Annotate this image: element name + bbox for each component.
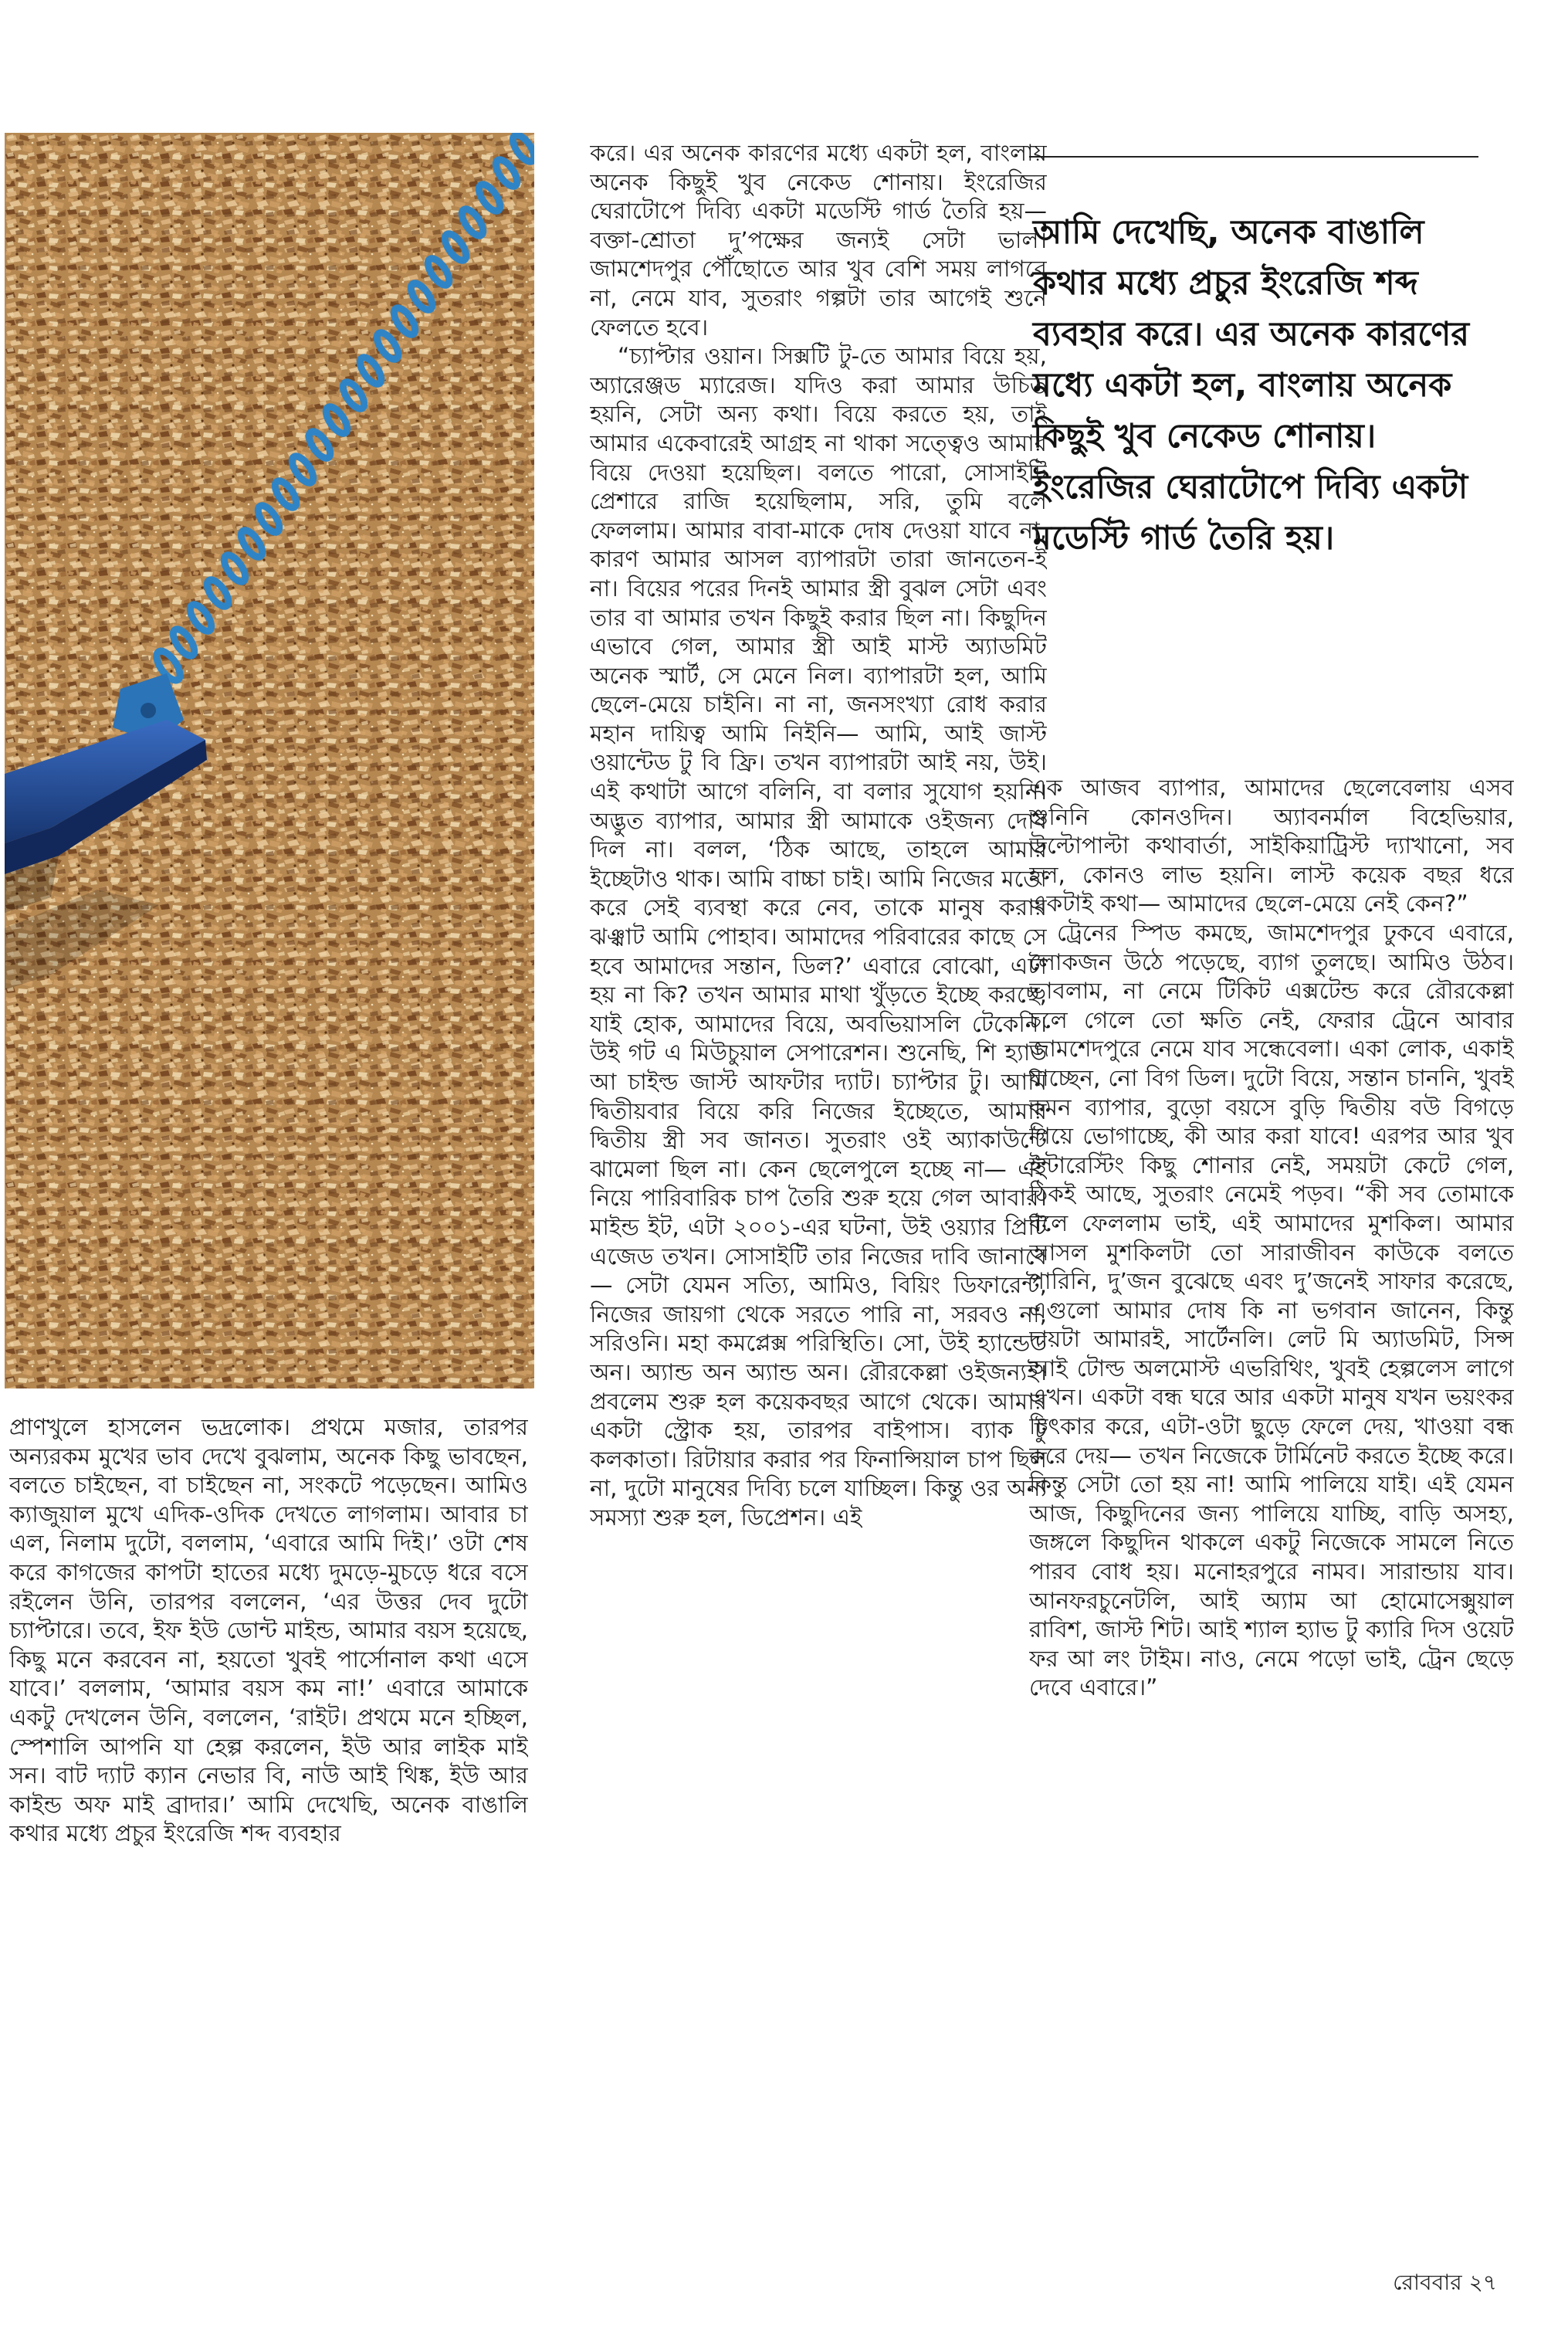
paragraph: ট্রেনের স্পিড কমছে, জামশেদপুর ঢুকবে এবারে, লোকজন উঠে পড়েছে, ব্যাগ তুলছে। আমিও উঠব। ভাবলাম, না নেমে টিকিট এক্সটেন্ড করে রৌরকেল্লা চলে গেলে তো ক্ষতি নেই, ফেরার ট্রেনে আবার জামশেদপুরে নেমে যাব সন্ধেবেলা। একা লোক, একাই যাচ্ছেন, নো বিগ ডিল। দুটো বিয়ে, সন্তান চাননি, খুবই কমন ব্যাপার, বুড়ো বয়সে বুড়ি দ্বিতীয় বউ বিগড়ে গিয়ে ভোগাচ্ছে, কী আর করা যাবে! এরপর আর খুব ইন্টারেস্টিং কিছু শোনার নেই, সময়টা কেটে গেল, ঠিকই আছে, সুতরাং নেমেই পড়ব। “কী সব তোমাকে বলে ফেললাম ভাই, এই আমাদের মুশকিল। আমার আসল মুশকিলটা তো সারাজীবন কাউকে বলতে পারিনি, দু’জন বুঝেছে এবং দু’জনেই সাফার করেছে, এগুলো আমার দোষ কি না ভগবান জানেন, কিন্তু দায়টা আমারই, সার্টেনলি। লেট মি অ্যাডমিট, সিন্স আই টোল্ড অলমোস্ট এভরিথিং, খুবই হেল্পলেস লাগে এখন। একটা বন্ধ ঘরে আর একটা মানুষ যখন ভয়ংকর চিৎকার করে, এটা-ওটা ছুড়ে ফেলে দেয়, খাওয়া বন্ধ করে দেয়— তখন নিজেকে টার্মিনেট করতে ইচ্ছে করে। কিন্তু সেটা তো হয় না! আমি পালিয়ে যাই। এই যেমন আজ, কিছুদিনের জন্য পালিয়ে যাচ্ছি, বাড়ি অসহ্য, জঙ্গলে কিছুদিন থাকলে একটু নিজেকে সামলে নিতে পারব বোধ হয়। মনোহরপুরে নামব। সারান্ডায় যাব। আনফরচুনেটলি, আই অ্যাম আ হোমোসেক্সুয়াল রাবিশ, জাস্ট শিট। আই শ্যাল হ্যাভ টু ক্যারি দিস ওয়েট ফর আ লং টাইম। নাও, নেমে পড়ো ভাই, ট্রেন ছেড়ে দেবে এবারে।” xyxy=(1029,919,1514,1701)
article-column-middle xyxy=(590,139,1047,2270)
playground-swing-icon xyxy=(5,133,534,1388)
paragraph: এক আজব ব্যাপার, আমাদের ছেলেবেলায় এসব শুনিনি কোনওদিন। অ্যাবনর্মাল বিহেভিয়ার, উল্টোপাল্টা কথাবার্তা, সাইকিয়াট্রিস্ট দ্যাখানো, সব হল, কোনও লাভ হয়নি। লাস্ট কয়েক বছর ধরে একটাই কথা— আমাদের ছেলে-মেয়ে নেই কেন?” xyxy=(1029,775,1514,917)
paragraph: প্রাণখুলে হাসলেন ভদ্রলোক। প্রথমে মজার, তারপর অন্যরকম মুখের ভাব দেখে বুঝলাম, অনেক কিছু ভাবছেন, বলতে চাইছেন, বা চাইছেন না, সংকটে পড়েছেন। আমিও ক্যাজুয়াল মুখে এদিক-ওদিক দেখতে লাগলাম। আবার চা এল, নিলাম দুটো, বললাম, ‘এবারে আমি দিই।’ ওটা শেষ করে কাগজের কাপটা হাতের মধ্যে দুমড়ে-মুচড়ে ধরে বসে রইলেন উনি, তারপর বললেন, ‘এর উত্তর দেব দুটো চ্যাপ্টারে। তবে, ইফ ইউ ডোন্ট মাইন্ড, আমার বয়স হয়েছে, কিছু মনে করবেন না, হয়তো খুবই পার্সোনাল কথা এসে যাবে।’ বললাম, ‘আমার বয়স কম না!’ এবারে আমাকে একটু দেখলেন উনি, বললেন, ‘রাইট। প্রথমে মনে হচ্ছিল, স্পেশালি আপনি যা হেল্প করলেন, ইউ আর লাইক মাই সন। বাট দ্যাট ক্যান নেভার বি, নাউ আই থিঙ্ক, ইউ আর কাইন্ড অফ মাই ব্রাদার।’ আমি দেখেছি, অনেক বাঙালি কথার মধ্যে প্রচুর ইংরেজি শব্দ ব্যবহার xyxy=(9,1414,528,1847)
paragraph: “চ্যাপ্টার ওয়ান। সিক্সটি টু-তে আমার বিয়ে হয়, অ্যারেঞ্জড ম্যারেজ। যদিও করা আমার উচিত হয়নি, সেটা অন্য কথা। বিয়ে করতে হয়, তাই আমার একেবারেই আগ্রহ না থাকা সত্ত্বেও আমার বিয়ে দেওয়া হয়েছিল। বলতে পারো, সোসাইটি প্রেশারে রাজি হয়েছিলাম, সরি, তুমি বলে ফেললাম। আমার বাবা-মাকে দোষ দেওয়া যাবে না, কারণ আমার আসল ব্যাপারটা তারা জানতেন-ই না। বিয়ের পরের দিনই আমার স্ত্রী বুঝল সেটা এবং তার বা আমার তখন কিছুই করার ছিল না। কিছুদিন এভাবে গেল, আমার স্ত্রী আই মাস্ট অ্যাডমিট অনেক স্মার্ট, সে মেনে নিল। ব্যাপারটা হল, আমি ছেলে-মেয়ে চাইনি। না না, জনসংখ্যা রোধ করার মহান দায়িত্ব আমি নিইনি— আমি, আই জাস্ট ওয়ান্টেড টু বি ফ্রি। তখন ব্যাপারটা আই নয়, উই। এই কথাটা আগে বলিনি, বা বলার সুযোগ হয়নি। অদ্ভুত ব্যাপার, আমার স্ত্রী আমাকে ওইজন্য দোষ দিল না। বলল, ‘ঠিক আছে, তাহলে আমার ইচ্ছেটাও থাক। আমি বাচ্চা চাই। আমি নিজের মতো করে সেই ব্যবস্থা করে নেব, তাকে মানুষ করার ঝঞ্ঝাট আমি পোহাব। আমাদের পরিবারের কাছে সে হবে আমাদের সন্তান, ডিল?’ এবারে বোঝো, এটা হয় না কি? তখন আমার মাথা খুঁড়তে ইচ্ছে করছে, যাই হোক, আমাদের বিয়ে, অবভিয়াসলি টেকেনি। উই গট এ মিউচুয়াল সেপারেশন। শুনেছি, শি হ্যাড আ চাইল্ড জাস্ট আফটার দ্যাট। চ্যাপ্টার টু। আমি দ্বিতীয়বার বিয়ে করি নিজের ইচ্ছেতে, আমার দ্বিতীয় স্ত্রী সব জানত। সুতরাং ওই অ্যাকাউন্টে ঝামেলা ছিল না। কেন ছেলেপুলে হচ্ছে না— এই নিয়ে পারিবারিক চাপ তৈরি শুরু হয়ে গেল আবার। মাইন্ড ইট, এটা ২০০১-এর ঘটনা, উই ওয়্যার প্রিটি এজেড তখন। সোসাইটি তার নিজের দাবি জানাবে— সেটা যেমন সত্যি, আমিও, বিয়িং ডিফারেন্ট, নিজের জায়গা থেকে সরতে পারি না, সরবও না, সরিওনি। মহা কমপ্লেক্স পরিস্থিতি। সো, উই হ্যান্ডেড অন। অ্যান্ড অন অ্যান্ড অন। রৌরকেল্লা ওইজন্যই। প্রবলেম শুরু হল কয়েকবছর আগে থেকে। আমার একটা স্ট্রোক হয়, তারপর বাইপাস। ব্যাক টু কলকাতা। রিটায়ার করার পর ফিনান্সিয়াল চাপ ছিল না, দুটো মানুষের দিব্যি চলে যাচ্ছিল। কিন্তু ওর অন্য সমস্যা শুরু হল, ডিপ্রেশন। এই xyxy=(590,343,1047,1531)
paragraph: করে। এর অনেক কারণের মধ্যে একটা হল, বাংলায় অনেক কিছুই খুব নেকেড শোনায়। ইংরেজির ঘেরাটোপে দিব্যি একটা মডেস্টি গার্ড তৈরি হয়— বক্তা-শ্রোতা দু’পক্ষের জন্যই সেটা ভাল। জামশেদপুর পৌঁছোতে আর খুব বেশি সময় লাগবে না, নেমে যাব, সুতরাং গল্পটা তার আগেই শুনে ফেলতে হবে। xyxy=(590,140,1047,341)
pull-quote: আমি দেখেছি, অনেক বাঙালি কথার মধ্যে প্রচুর ইংরেজি শব্দ ব্যবহার করে। এর অনেক কারণের মধ্যে একটা হল, বাংলায় অনেক কিছুই খুব নেকেড শোনায়। ইংরেজির ঘেরাটোপে দিব্যি একটা মডেস্টি গার্ড তৈরি হয়। xyxy=(1033,213,1470,558)
article-column-right xyxy=(1029,774,1514,2210)
page-folio: রোববার ২৭ xyxy=(1393,2270,1497,2295)
pull-quote-rule xyxy=(1029,156,1478,158)
article-column-left xyxy=(9,1413,528,2263)
swing-photo xyxy=(5,133,534,1388)
